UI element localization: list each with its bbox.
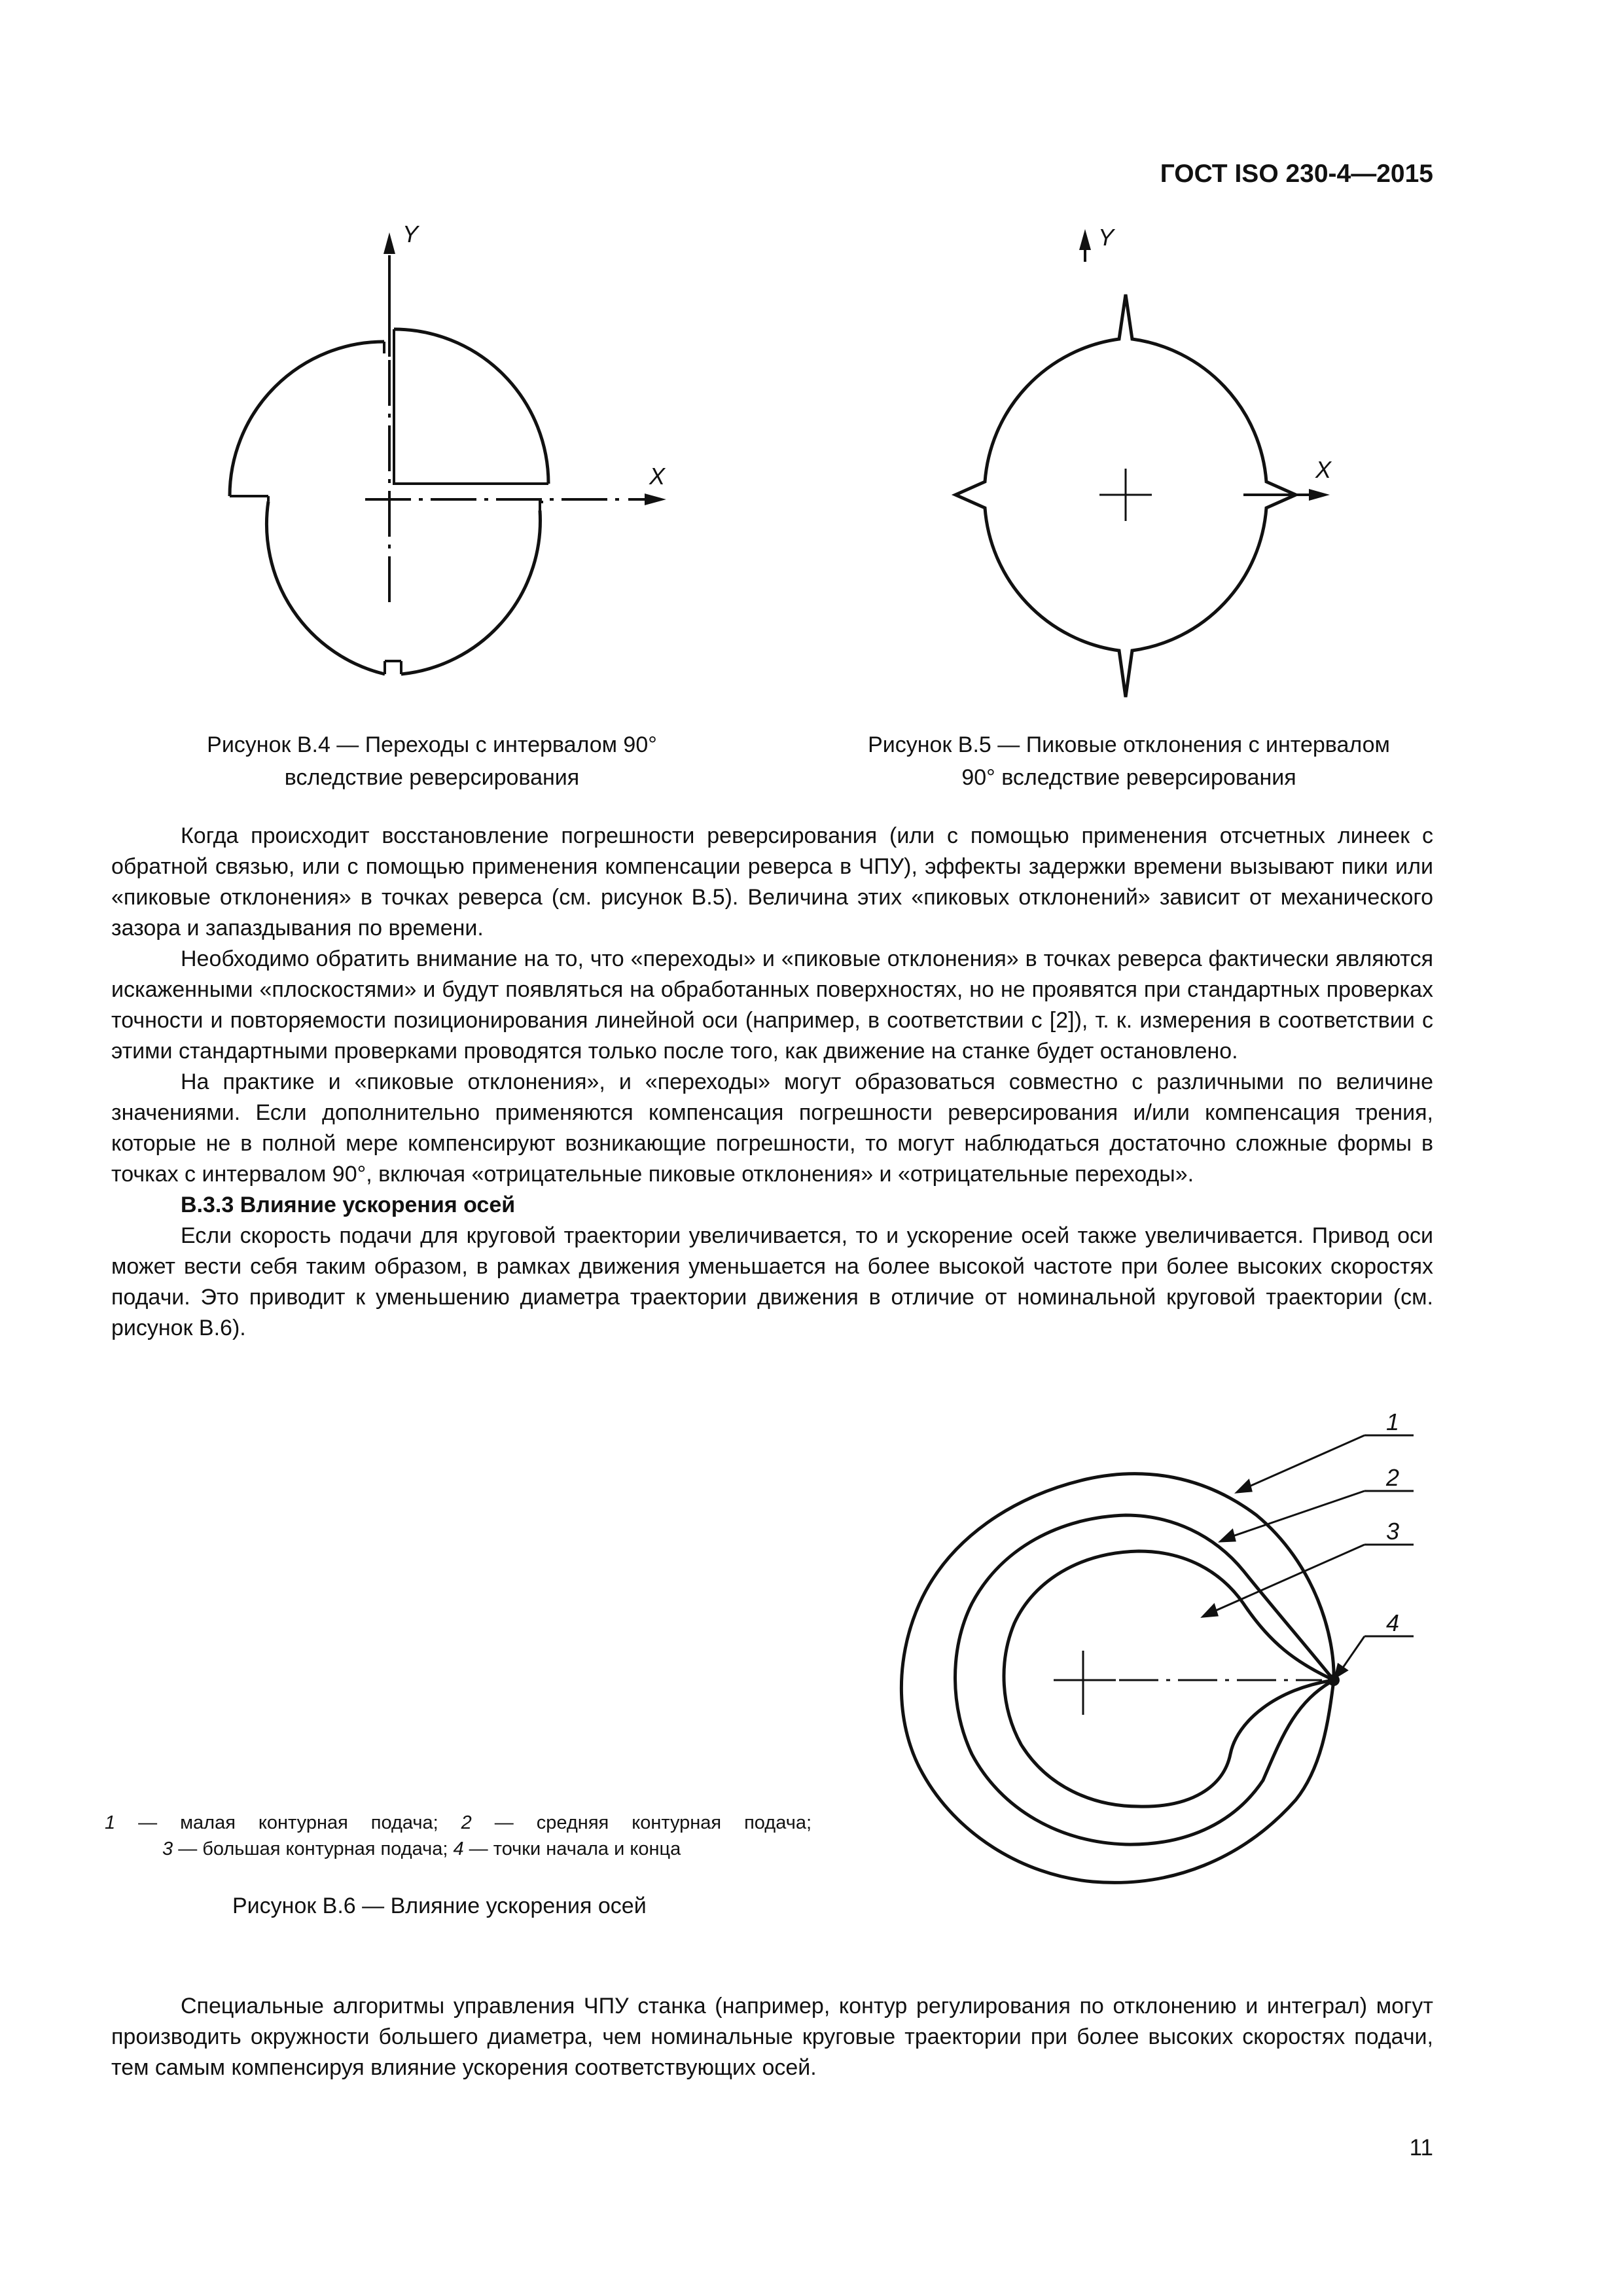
figure-b5-caption-line2: 90° вследствие реверсирования	[961, 765, 1296, 790]
curve-large-feed	[1004, 1551, 1334, 1806]
body-text-upper	[111, 821, 1433, 1344]
figure-b4	[177, 216, 713, 713]
figure-b6-legend	[105, 1810, 812, 1862]
callout-3: 3	[1386, 1518, 1400, 1545]
paragraph-practice: На практике и «пиковые отклонения», и «переходы» могут образоваться совместно с различными по величине значениями. Если дополнительно применяются компенсация погрешности реверсирования и/или компенсация трения, которые не в полной мере компенсируют возникающие погрешности, то могут наблюдаться достаточно сложные формы в точках с интервалом 90°, включая «отрицательные пиковые отклонения» и «отрицательные переходы».	[111, 1069, 1433, 1187]
paragraph-cnc-algorithms: Специальные алгоритмы управления ЧПУ станка (например, контур регулирования по отклонению и интеграл) могут производить окружности большего диаметра, чем номинальные круговые траектории при более высоких скоростях подачи, тем самым компенсируя влияние ускорения соответствующих осей.	[111, 1994, 1433, 2080]
figure-b5-x-label: X	[1315, 456, 1332, 483]
figure-b6	[838, 1407, 1427, 1931]
figure-b4-drawing	[177, 216, 713, 713]
figure-b6-drawing	[838, 1407, 1427, 1931]
callout-2: 2	[1386, 1464, 1400, 1491]
paragraph-reversal-recovery: Когда происходит восстановление погрешности реверсирования (или с помощью применения отсчетных линеек с обратной связью, или с помощью применения компенсации реверса в ЧПУ), эффекты задержки времени вызывают пики или «пиковые отклонения» в точках реверса (см. рисунок В.5). Величина этих «пиковых отклонений» зависит от механического зазора и запаздывания по времени.	[111, 823, 1433, 941]
legend-num-1: 1	[105, 1812, 116, 1833]
legend-num-4: 4	[453, 1839, 464, 1859]
figure-b6-caption: Рисунок В.6 — Влияние ускорения осей	[232, 1893, 647, 1918]
legend-text-2: — средняя контурная подача;	[471, 1812, 812, 1833]
figure-b4-x-label: X	[649, 463, 666, 490]
figure-b4-caption	[151, 728, 713, 794]
body-text-lower	[111, 1991, 1433, 2083]
curve-small-feed	[901, 1474, 1334, 1883]
legend-line2	[105, 1836, 812, 1862]
callout-4: 4	[1386, 1609, 1400, 1636]
section-heading-b33: В.3.3 Влияние ускорения осей	[181, 1193, 516, 1217]
figure-b5-caption	[812, 728, 1446, 794]
legend-text-4: — точки начала и конца	[463, 1839, 681, 1859]
legend-text-3: — большая контурная подача;	[173, 1839, 454, 1859]
figure-b4-y-label: Y	[402, 221, 419, 247]
figure-b4-caption-line1: Рисунок В.4 — Переходы с интервалом 90°	[207, 732, 657, 757]
figure-b5-y-label: Y	[1098, 224, 1115, 251]
legend-num-2: 2	[461, 1812, 472, 1833]
page-number: 11	[1409, 2135, 1433, 2161]
paragraph-distorted-planes: Необходимо обратить внимание на то, что «переходы» и «пиковые отклонения» в точках реверса фактически являются искаженными «плоскостями» и будут появляться на обработанных поверхностях, но не проявятся при стандартных проверках точности и повторяемости позиционирования линейной оси (например, в соответствии с [2]), т. к. измерения в соответствии с этими стандартными проверками проводятся только после того, как движение на станке будет остановлено.	[111, 946, 1433, 1064]
legend-text-1: — малая контурная подача;	[115, 1812, 461, 1833]
document-code: ГОСТ ISO 230-4—2015	[1160, 160, 1433, 188]
legend-num-3: 3	[162, 1839, 173, 1859]
figure-b5-drawing	[864, 216, 1400, 713]
figure-b5	[864, 216, 1400, 713]
figure-b4-caption-line2: вследствие реверсирования	[284, 765, 580, 790]
figure-b5-caption-line1: Рисунок В.5 — Пиковые отклонения с интервалом	[868, 732, 1390, 757]
callout-1: 1	[1386, 1408, 1400, 1435]
legend-line1	[105, 1810, 812, 1836]
paragraph-axis-acceleration: Если скорость подачи для круговой траектории увеличивается, то и ускорение осей также увеличивается. Привод оси может вести себя таким образом, в рамках движения уменьшается на более высокой частоте при более высоких скоростях подачи. Это приводит к уменьшению диаметра траектории движения в отличие от номинальной круговой траектории (см. рисунок В.6).	[111, 1223, 1433, 1340]
